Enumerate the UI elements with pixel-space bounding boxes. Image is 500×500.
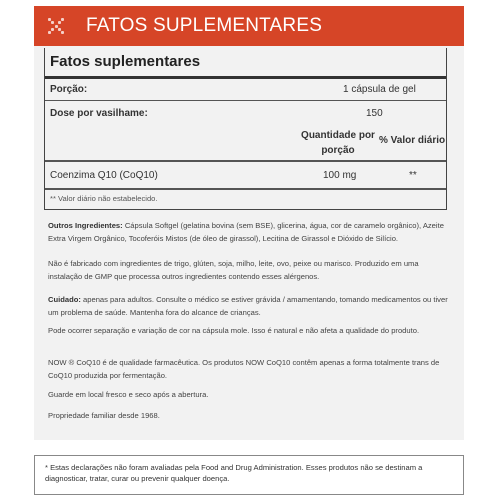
thick-divider [45,76,446,79]
dot-grid-logo-icon [48,18,64,34]
banner-title: FATOS SUPLEMENTARES [86,15,323,36]
caution [48,294,448,319]
family-text: Propriedade familiar desde 1968. [48,411,160,420]
dv-note: ** Valor diário não estabelecido. [50,194,158,203]
caution-label: Cuidado: [48,295,81,304]
servings-row [50,108,441,119]
servings-value: 150 [366,108,383,119]
amount-header: Quantidade por porção [301,130,375,156]
supplement-facts-box [44,48,447,210]
ingredient-row [50,170,441,181]
other-ingredients-label: Outros Ingredientes: [48,221,123,230]
caution-text: apenas para adultos. Consulte o médico se estiver grávida / amamentando, tomando medicamentos ou tiver um problema de saúde. Mantenha fora do alcance de crianças. [48,295,448,317]
servings-label: Dose por vasilhame: [50,108,148,119]
ingredient-amount: 100 mg [323,170,357,181]
other-ingredients [48,220,448,245]
divider [45,100,446,101]
bottom-divider [45,188,446,190]
other-ingredients-text: Cápsula Softgel (gelatina bovina (sem BSE), glicerina, água, cor de caramelo orgânico), Azeite Extra Virgem Orgânico, Tocoferóis Mistos (de óleo de girassol), Lecitina de Girassol e Dióxido de Silício. [48,221,444,243]
ingredient-dv: ** [409,170,417,181]
allergen-text: Não é fabricado com ingredientes de trigo, glúten, soja, milho, leite, ovo, peixe ou marisco. Produzido em uma instalação de GMP que processa outros ingredientes contendo esses alérgenos. [48,259,419,281]
storage-text: Guarde em local fresco e seco após a abertura. [48,390,209,399]
header-divider [45,160,446,162]
dv-header: % Valor diário [379,135,446,146]
serving-value: 1 cápsula de gel [343,84,416,95]
facts-title: Fatos suplementares [50,53,201,70]
serving-row [50,84,441,95]
header-banner [34,6,464,46]
fda-disclaimer: * Estas declarações não foram avaliadas pela Food and Drug Administration. Esses produtos não se destinam a diagnosticar, tratar, curar ou prevenir qualquer doença. [34,455,464,495]
separation-text: Pode ocorrer separação e variação de cor na cápsula mole. Isso é natural e não afeta a qualidade do produto. [48,326,420,335]
now-text: NOW ® CoQ10 é de qualidade farmacêutica. Os produtos NOW CoQ10 contêm apenas a forma totalmente trans de CoQ10 produzida por fermentação. [48,358,440,380]
ingredient-name: Coenzima Q10 (CoQ10) [50,170,158,181]
serving-label: Porção: [50,84,88,95]
